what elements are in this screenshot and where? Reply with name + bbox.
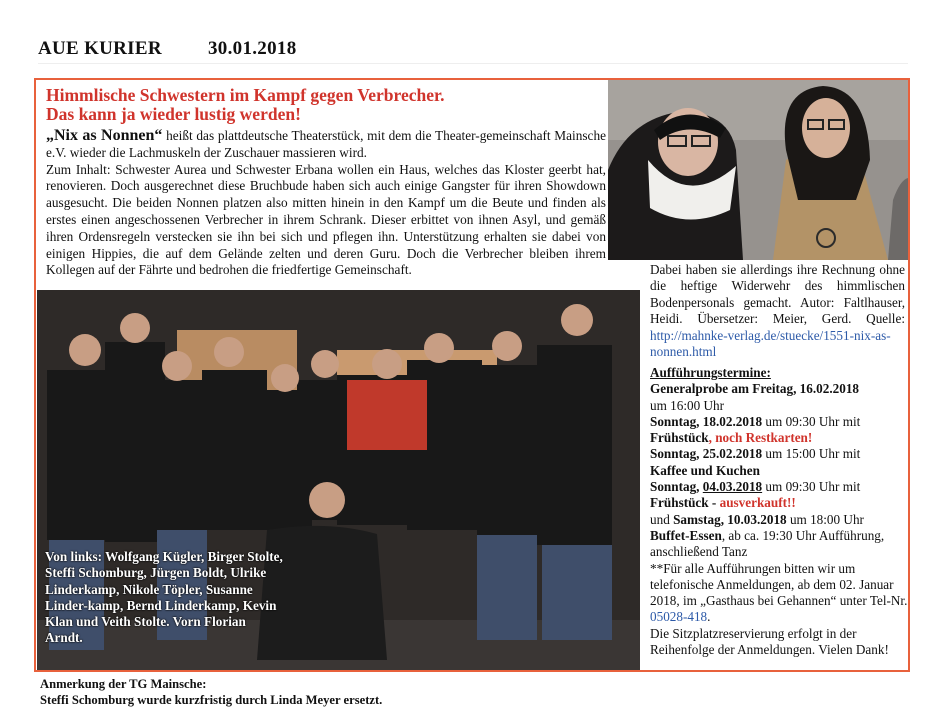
content-paragraph: Zum Inhalt: Schwester Aurea und Schwester Erbana wollen ein Haus, welches das Kloster geerbt hat, renovieren. Doch ausgerechnet diese Bruchbude haben sich auch einige Gangster für ihren Showdown ausgesucht. Die beiden Nonnen platzen also mitten hinein in den Kampf um die Beute und finden als erstes einen angeschossenen Verbrecher in ihrem Schrank. Dieser erbittet von ihnen Asyl, und gemäß ihren Ordensregeln verstecken sie ihn bei sich und pflegen ihn. Unterstützung erhalten sie dabei von einigen Hippies, die auf dem Gelände zelten und deren Guru. Doch die Verbrecher bleiben ihrem Kollegen auf der Fährte und bedrohen die friedfertige Gemeinschaft.	[46, 161, 606, 278]
source-link[interactable]: http://mahnke-verlag.de/stuecke/1551-nix-as-nonnen.html	[650, 327, 891, 360]
photo-caption	[650, 262, 905, 360]
headline	[46, 86, 606, 124]
performance-1-time: um 09:30 Uhr mit	[762, 413, 861, 429]
performance-3-extra	[650, 495, 908, 511]
performance-2-extra	[650, 463, 908, 479]
performance-4-meal: Buffet-Essen	[650, 527, 722, 543]
performance-3-note: ausverkauft!!	[719, 495, 796, 511]
performance-1-note: , noch Restkarten!	[708, 430, 813, 446]
performance-4-time: um 18:00 Uhr	[786, 511, 864, 527]
lead-text: heißt das plattdeutsche Theaterstück, mit dem die Theater-gemeinschaft Mainsche e.V. wieder die Lachmuskeln der Zuschauer massieren wird.	[46, 128, 607, 160]
note-text: Steffi Schomburg wurde kurzfristig durch Linda Meyer ersetzt.	[40, 692, 383, 707]
performance-1-meal: Frühstück	[650, 430, 709, 446]
performance-2	[650, 446, 908, 462]
show-title: „Nix as Nonnen“	[46, 127, 163, 144]
performance-2-meal: Kaffee und Kuchen	[650, 462, 760, 478]
performance-3	[650, 479, 908, 495]
note-heading: Anmerkung der TG Mainsche:	[40, 677, 207, 691]
performance-4-prefix: und	[650, 511, 674, 527]
caption-text: Dabei haben sie allerdings ihre Rechnung ohne die heftige Widerwehr des himmlischen Bodenpersonals gemacht. Autor: Faltlhauser, Heidi. Übersetzer: Meier, Gerd. Quelle:	[650, 262, 905, 327]
masthead	[38, 36, 908, 64]
performance-3-meal: Frühstück -	[650, 495, 720, 511]
dress-rehearsal-time: um 16:00 Uhr	[650, 397, 724, 413]
performance-4	[650, 512, 908, 528]
newspaper-name: AUE KURIER	[38, 38, 162, 59]
article-body	[46, 128, 606, 279]
dress-rehearsal	[650, 381, 908, 397]
headline-line-2: Das kann ja wieder lustig werden!	[46, 104, 301, 124]
reservation-text: **Für alle Aufführungen bitten wir um telefonische Anmeldungen, ab dem 02. Januar 2018, im „Gasthaus bei Gehannen“ unter Tel-Nr.	[650, 560, 908, 609]
phone-number[interactable]: 05028-418	[650, 609, 708, 625]
schedule	[650, 365, 908, 658]
headline-line-1: Himmlische Schwestern im Kampf gegen Verbrecher.	[46, 85, 445, 105]
performance-3-date: 04.03.2018	[702, 479, 763, 495]
nun-hippie-photo	[608, 80, 908, 260]
reservation-period: .	[707, 609, 711, 625]
performance-4-extra	[650, 528, 908, 561]
performance-2-date: Sonntag, 25.02.2018	[650, 446, 763, 462]
performance-1-date: Sonntag, 18.02.2018	[650, 413, 763, 429]
performance-4-date: Samstag, 10.03.2018	[673, 511, 787, 527]
performance-2-time: um 15:00 Uhr mit	[762, 446, 861, 462]
dress-rehearsal-date: Generalprobe am Freitag, 16.02.2018	[650, 381, 860, 397]
seating-info: Die Sitzplatzreservierung erfolgt in der Reihenfolge der Anmeldungen. Vielen Dank!	[650, 625, 889, 658]
reservation-info	[650, 561, 908, 626]
performance-3-prefix: Sonntag,	[650, 479, 703, 495]
performance-3-time: um 09:30 Uhr mit	[762, 479, 861, 495]
lead-paragraph	[46, 128, 606, 162]
performance-4-rest: , ab ca. 19:30 Uhr Aufführung, anschließend Tanz	[650, 527, 885, 560]
performance-1-extra	[650, 430, 908, 446]
editor-note	[40, 677, 382, 708]
issue-date: 30.01.2018	[208, 38, 297, 59]
group-photo-caption: Von links: Wolfgang Kügler, Birger Stolte, Steffi Schomburg, Jürgen Boldt, Ulrike Linderkamp, Nikole Töpler, Susanne Linder-kamp, Bernd Linderkamp, Kevin Klan und Veith Stolte. Vorn Florian Arndt.	[45, 549, 283, 646]
schedule-heading: Aufführungstermine:	[650, 365, 771, 380]
performance-1	[650, 414, 908, 430]
